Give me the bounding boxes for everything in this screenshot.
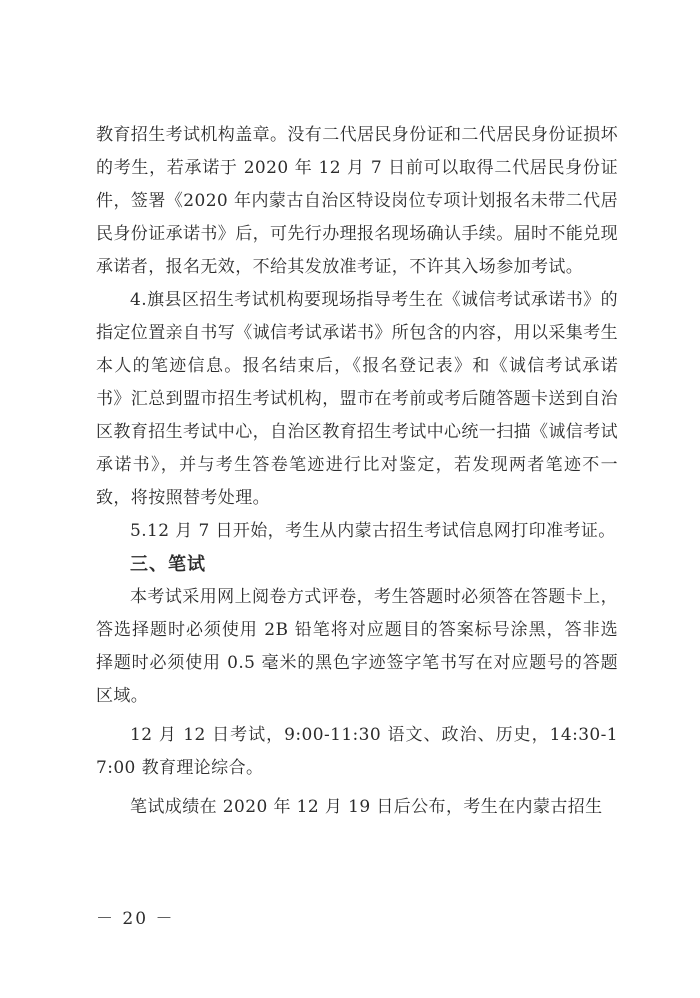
paragraph-online-marking: 本考试采用网上阅卷方式评卷，考生答题时必须答在答题卡上，答选择题时必须使用 2B 铅笔将对应题目的答案标号涂黑，答非选择题时必须使用 0.5 毫米的黑色字迹签字笔书写在对应题号的答题区域。 <box>96 587 618 706</box>
page-number: － 20 － <box>96 909 175 929</box>
paragraph-score-release: 笔试成绩在 2020 年 12 月 19 日后公布，考生在内蒙古招生 <box>130 797 603 817</box>
section-heading-written-exam: 三、笔试 <box>130 554 206 575</box>
paragraph-admission-ticket: 5.12 月 7 日开始，考生从内蒙古招生考试信息网打印准考证。 <box>130 521 616 541</box>
paragraph-id-card-commitment: 教育招生考试机构盖章。没有二代居民身份证和二代居民身份证损坏的考生，若承诺于 2020 年 12 月 7 日前可以取得二代居民身份证件，签署《2020 年内蒙古自治区特设岗位专项计划报名未带二代居民身份证承诺书》后，可先行办理报名现场确认手续。届时不能兑现承诺者，报名无效，不给其发放准考证，不许其入场参加考试。 <box>96 125 618 277</box>
document-body <box>96 119 618 824</box>
paragraph-integrity-commitment: 4.旗县区招生考试机构要现场指导考生在《诚信考试承诺书》的指定位置亲自书写《诚信考试承诺书》所包含的内容，用以采集考生本人的笔迹信息。报名结束后，《报名登记表》和《诚信考试承诺书》汇总到盟市招生考试机构，盟市在考前或考后随答题卡送到自治区教育招生考试中心，自治区教育招生考试中心统一扫描《诚信考试承诺书》，并与考生答卷笔迹进行比对鉴定，若发现两者笔迹不一致，将按照替考处理。 <box>96 290 618 508</box>
paragraph-exam-schedule: 12 月 12 日考试，9:00-11:30 语文、政治、历史，14:30-17:00 教育理论综合。 <box>96 725 618 778</box>
